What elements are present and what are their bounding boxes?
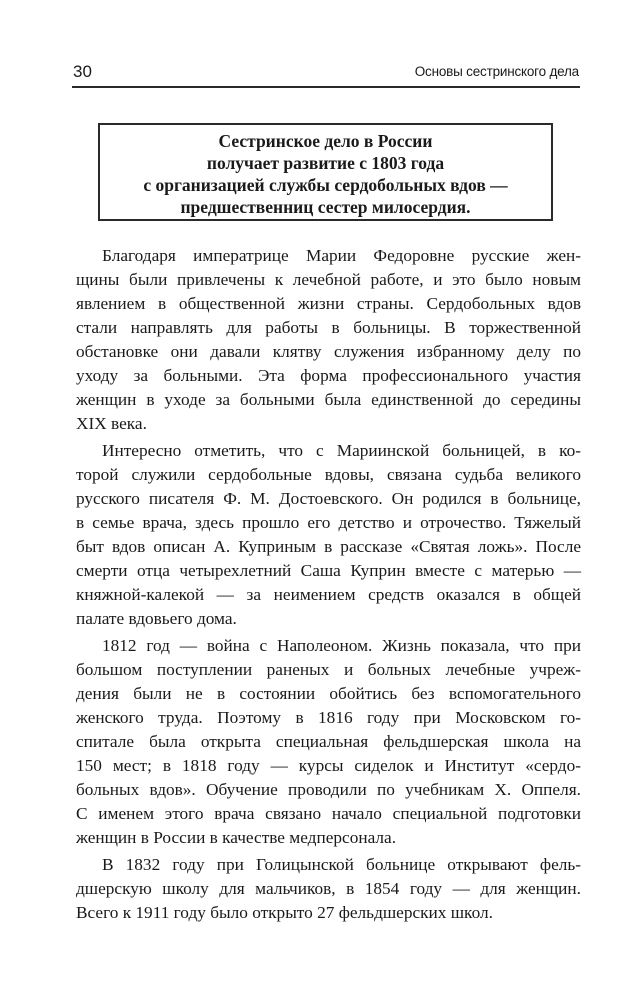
text-line: обстановке они давали клятву служения избранному делу по xyxy=(76,342,581,361)
text-line: большом поступлении раненых и больных лечебные учреж- xyxy=(76,660,581,679)
callout-line: получает развитие с 1803 года xyxy=(206,153,445,173)
text-line: Благодаря императрице Марии Федоровне русские жен- xyxy=(102,246,581,265)
text-line: XIX века. xyxy=(76,414,147,433)
text-line: явлением в общественной жизни страны. Сердобольных вдов xyxy=(76,294,581,313)
text-line: 150 мест; в 1818 году — курсы сиделок и Институт «сердо- xyxy=(76,756,581,775)
text-line: палате вдовьего дома. xyxy=(76,609,237,628)
text-line: Всего к 1911 году было открыто 27 фельдшерских школ. xyxy=(76,903,493,922)
page-number: 30 xyxy=(73,62,92,81)
text-line: женщин в России в качестве медперсонала. xyxy=(76,828,397,847)
text-line: С именем этого врача связано начало специальной подготовки xyxy=(76,804,581,823)
text-line: больных вдов». Обучение проводили по учебникам Х. Оппеля. xyxy=(76,780,581,799)
text-line: уходу за больными. Эта форма профессионального участия xyxy=(76,366,581,385)
body-text xyxy=(76,244,581,925)
header-rule xyxy=(72,86,580,88)
text-line: в семье врача, здесь прошло его детство и отрочество. Тяжелый xyxy=(76,513,581,532)
text-line: щины были привлечены к лечебной работе, и это было новым xyxy=(76,270,581,289)
text-line: стали направлять для работы в больницы. В торжественной xyxy=(76,318,581,337)
text-line: княжной-калекой — за неимением средств оказался в общей xyxy=(76,585,581,604)
text-line: смерти отца четырехлетний Саша Куприн вместе с матерью — xyxy=(76,561,581,580)
text-line: В 1832 году при Голицынской больнице открывают фель- xyxy=(102,855,581,874)
text-line: русского писателя Ф. М. Достоевского. Он родился в больнице, xyxy=(76,489,581,508)
callout-box xyxy=(98,123,553,221)
text-line: дшерскую школу для мальчиков, в 1854 году — для женщин. xyxy=(76,879,581,898)
text-line: торой служили сердобольные вдовы, связана судьба великого xyxy=(76,465,581,484)
text-line: 1812 год — война с Наполеоном. Жизнь показала, что при xyxy=(102,636,581,655)
paragraph-4 xyxy=(76,853,581,925)
text-line: женского труда. Поэтому в 1816 году при Московском го- xyxy=(76,708,581,727)
paragraph-2 xyxy=(76,439,581,631)
callout-line: предшественниц сестер милосердия. xyxy=(180,197,471,217)
callout-line: Сестринское дело в России xyxy=(218,131,433,151)
paragraph-3 xyxy=(76,634,581,850)
callout-line: с организацией службы сердобольных вдов — xyxy=(143,175,508,195)
paragraph-1 xyxy=(76,244,581,436)
text-line: женщин в уходе за больными была единственной до середины xyxy=(76,390,581,409)
text-line: дения были не в состоянии обойтись без вспомогательного xyxy=(76,684,581,703)
text-line: спитале была открыта специальная фельдшерская школа на xyxy=(76,732,581,751)
running-head: Основы сестринского дела xyxy=(414,64,579,79)
text-line: быт вдов описан А. Куприным в рассказе «Святая ложь». После xyxy=(76,537,581,556)
text-line: Интересно отметить, что с Мариинской больницей, в ко- xyxy=(102,441,581,460)
